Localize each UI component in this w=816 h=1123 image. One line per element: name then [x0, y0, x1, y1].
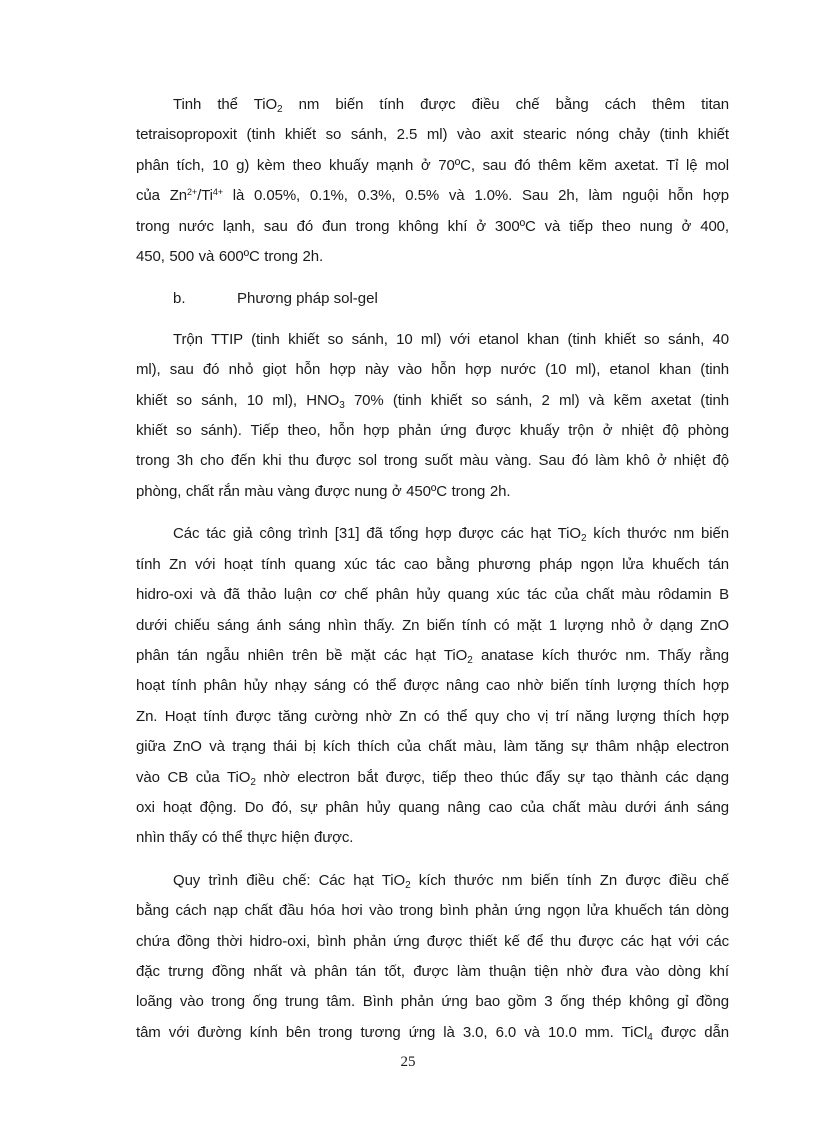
- paragraph-line: của $Zn^{2+}/Ti^{4+}$ là 0.05%, 0.1%, 0.3%, 0.5% và 1.0%. Sau 2h, làm nguội hỗn hợp: [136, 187, 729, 205]
- paragraph-line: trong 3h cho đến khi thu được sol trong suốt màu vàng. Sau đó làm khô ở nhiệt độ: [136, 452, 729, 470]
- paragraph-line: vào CB của TiO$_2$ nhờ electron bắt được, tiếp theo thúc đẩy sự tạo thành các dạng: [136, 768, 729, 788]
- paragraph-line: ml), sau đó nhỏ giọt hỗn hợp này vào hỗn hợp nước (10 ml), etanol khan (tinh: [136, 361, 729, 379]
- paragraph-line: trong nước lạnh, sau đó đun trong không khí ở 300ºC và tiếp theo nung ở 400,: [136, 217, 729, 235]
- paragraph-line: hoạt tính phân hủy nhạy sáng có thể được nâng cao nhờ biến tính lượng thích hợp: [136, 677, 729, 695]
- paragraph-line: bằng cách nạp chất đầu hóa hơi vào trong bình phản ứng ngọn lửa khuếch tán dòng: [136, 902, 729, 920]
- paragraph-line: Quy trình điều chế: Các hạt TiO$_2$ kích thước nm biến tính Zn được điều chế: [173, 871, 729, 891]
- paragraph-line: phân tích, 10 g) kèm theo khuấy mạnh ở 70ºC, sau đó thêm kẽm axetat. Tỉ lệ mol: [136, 156, 729, 174]
- section-letter: b.: [173, 290, 186, 308]
- paragraph-line: loãng vào trong ống trung tâm. Bình phản ứng bao gồm 3 ống thép không gỉ đồng: [136, 993, 729, 1011]
- paragraph-line: khiết so sánh, 10 ml), $HNO_3$ 70% (tinh khiết so sánh, 2 ml) và kẽm axetat (tinh: [136, 391, 729, 411]
- section-title: Phương pháp sol-gel: [237, 290, 378, 308]
- paragraph-line: Trộn TTIP (tinh khiết so sánh, 10 ml) với etanol khan (tinh khiết so sánh, 40: [173, 330, 729, 348]
- paragraph-line: đặc trưng đồng nhất và phân tán tốt, được làm thuận tiện nhờ đưa vào dòng khí: [136, 962, 729, 980]
- document-body: [136, 90, 729, 1060]
- paragraph-line: Các tác giả công trình [31] đã tổng hợp được các hạt TiO$_2$ kích thước nm biến: [173, 525, 729, 545]
- paragraph-sol-gel-procedure: [136, 325, 729, 507]
- paragraph-line: tâm với đường kính bên trong tương ứng là 3.0, 6.0 và 10.0 mm. TiCl$_4$ được dẫn: [136, 1023, 729, 1043]
- paragraph-line: nhìn thấy có thể thực hiện được.: [136, 829, 354, 847]
- paragraph-line: chứa đồng thời hidro-oxi, bình phản ứng được thiết kế để thu được các hạt với các: [136, 932, 729, 950]
- page-number: 25: [400, 1054, 416, 1070]
- paragraph-line: phân tán ngẫu nhiên trên bề mặt các hạt TiO$_2$ anatase kích thước nm. Thấy rằng: [136, 646, 729, 666]
- paragraph-line: Tinh thể TiO$_2$ nm biến tính được điều chế bằng cách thêm titan: [173, 96, 729, 115]
- paragraph-line: oxi hoạt động. Do đó, sự phân hủy quang nâng cao của chất màu dưới ánh sáng: [136, 798, 729, 816]
- paragraph-line: giữa ZnO và trạng thái bị kích thích của chất màu, làm tăng sự thâm nhập electron: [136, 738, 729, 756]
- paragraph-preparation-procedure: [136, 866, 729, 1048]
- section-heading-sol-gel: [136, 284, 729, 314]
- paragraph-line: 450, 500 và 600ºC trong 2h.: [136, 248, 324, 266]
- paragraph-line: tetraisopropoxit (tinh khiết so sánh, 2.5 ml) vào axit stearic nóng chảy (tinh khiết: [136, 126, 729, 144]
- paragraph-line: phòng, chất rắn màu vàng được nung ở 450ºC trong 2h.: [136, 482, 511, 500]
- paragraph-line: tính Zn với hoạt tính quang xúc tác cao bằng phương pháp ngọn lửa khuếch tán: [136, 555, 729, 573]
- paragraph-tio2-stearic-method: [136, 90, 729, 272]
- paragraph-line: hidro-oxi và đã thảo luận cơ chế phân hủy quang xúc tác của chất màu rôdamin B: [136, 586, 729, 604]
- paragraph-line: Zn. Hoạt tính được tăng cường nhờ Zn có thể quy cho vị trí năng lượng thích hợp: [136, 707, 729, 725]
- paragraph-flame-diffusion-study: [136, 519, 729, 853]
- paragraph-line: khiết so sánh). Tiếp theo, hỗn hợp phản ứng được khuấy trộn ở nhiệt độ phòng: [136, 422, 729, 440]
- paragraph-line: dưới chiếu sáng ánh sáng nhìn thấy. Zn biến tính có mặt 1 lượng nhỏ ở dạng ZnO: [136, 616, 729, 634]
